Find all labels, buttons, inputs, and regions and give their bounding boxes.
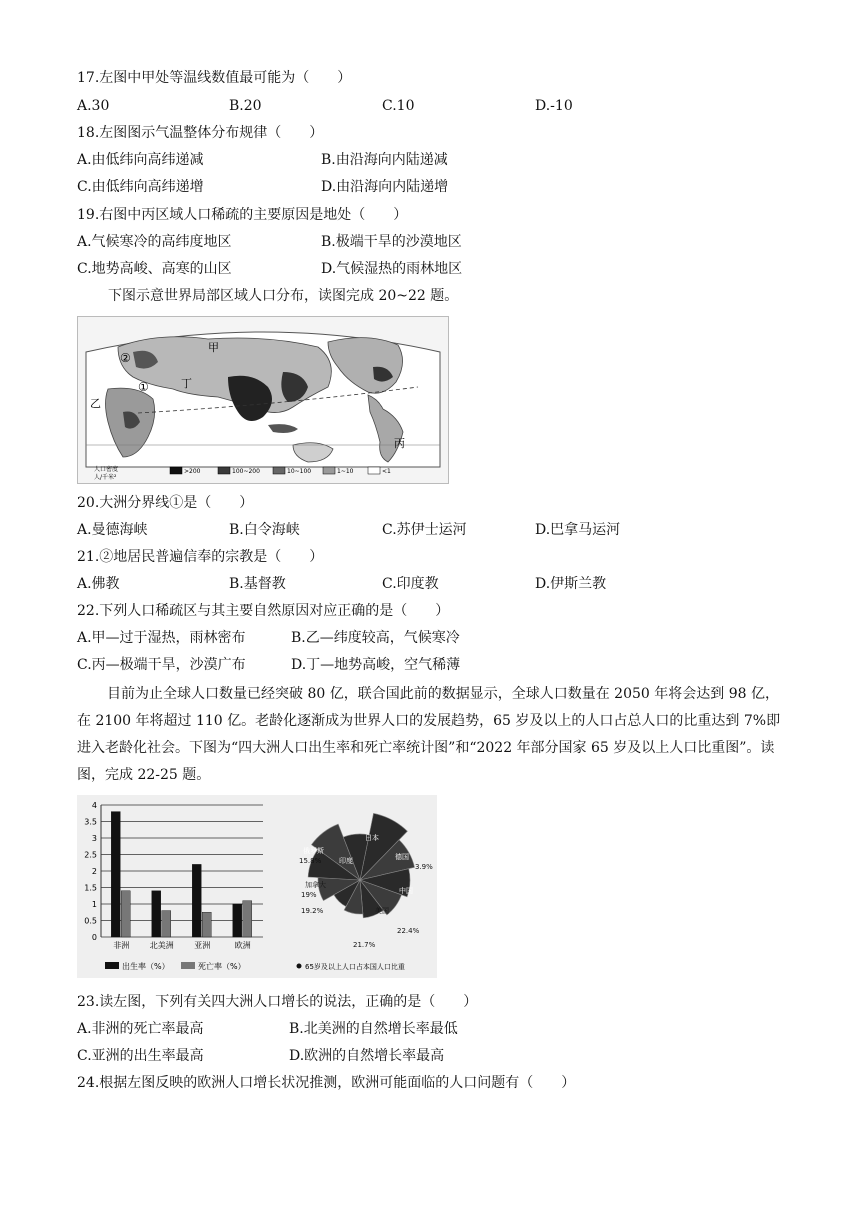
bar-birth-1 [152, 891, 161, 937]
intro-map: 下图示意世界局部区域人口分布，读图完成 20~22 题。 [108, 288, 459, 304]
q18-option-c: C.由低纬向高纬递增 [77, 179, 204, 195]
q18-option-b: B.由沿海向内陆递减 [321, 152, 448, 168]
bar-death-0 [121, 891, 130, 937]
map-label-jia: 甲 [208, 341, 219, 354]
map-label-bing: 丙 [394, 437, 405, 450]
q24-stem: 24.根据左图反映的欧洲人口增长状况推测，欧洲可能面临的人口问题有（ ） [77, 1075, 576, 1091]
q18-option-d: D.由沿海向内陆递增 [321, 179, 449, 195]
rose-label: 俄罗斯 [303, 847, 324, 855]
svg-text:>200: >200 [184, 468, 201, 475]
map-label-ding: 丁 [181, 377, 192, 390]
svg-text:人/千米²: 人/千米² [94, 474, 117, 481]
bar-y-tick: 1 [91, 900, 97, 909]
bar-x-label: 欧洲 [234, 941, 251, 950]
rose-caption: 65岁及以上人口占本国人口比重 [305, 963, 405, 971]
rose-label: 中国 [399, 887, 413, 895]
bar-y-tick: 4 [91, 801, 97, 810]
rose-value: 15.8% [299, 857, 322, 865]
bar-birth-0 [111, 812, 120, 937]
q22-option-b: B.乙—纬度较高，气候寒冷 [291, 630, 460, 646]
svg-text:100~200: 100~200 [232, 468, 260, 475]
q21-option-d: D.伊斯兰教 [535, 576, 607, 592]
map-label-1: ① [138, 380, 149, 394]
bar-legend-label: 死亡率（%） [198, 962, 246, 971]
svg-text:1~10: 1~10 [337, 468, 354, 475]
q19-option-d: D.气候湿热的雨林地区 [321, 261, 463, 277]
bar-y-tick: 0 [91, 933, 97, 942]
q22-stem: 22.下列人口稀疏区与其主要自然原因对应正确的是（ ） [77, 603, 450, 619]
bar-y-tick: 3.5 [84, 817, 97, 827]
rose-value: 21.7% [353, 941, 376, 949]
rose-value: 19% [301, 891, 317, 899]
bar-y-tick: 0.5 [84, 916, 97, 926]
q19-option-a: A.气候寒冷的高纬度地区 [77, 234, 232, 250]
rose-value: 3.9% [415, 863, 433, 871]
rose-label: 加拿大 [305, 881, 326, 889]
bar-y-tick: 3 [91, 834, 97, 843]
svg-text:10~100: 10~100 [287, 468, 312, 475]
rose-label: 德国 [395, 853, 409, 861]
population-map [77, 316, 449, 484]
q19-option-c: C.地势高峻、高寒的山区 [77, 261, 232, 277]
q20-option-a: A.曼德海峡 [77, 522, 148, 538]
bar-death-2 [202, 912, 211, 937]
q22-option-d: D.丁—地势高峻，空气稀薄 [291, 657, 461, 673]
rose-legend-dot [297, 964, 302, 969]
q17-stem: 17.左图中甲处等温线数值最可能为（ ） [77, 70, 352, 86]
svg-text:人口密度: 人口密度 [94, 466, 119, 473]
bar-legend-swatch [181, 962, 195, 969]
bar-death-1 [162, 911, 171, 937]
bar-y-tick: 2.5 [84, 850, 97, 860]
q21-option-b: B.基督教 [229, 576, 286, 592]
q21-option-c: C.印度教 [382, 576, 439, 592]
rose-value: 22.4% [397, 927, 420, 935]
q18-stem: 18.左图图示气温整体分布规律（ ） [77, 125, 324, 141]
q17-option-d: D.-10 [535, 98, 573, 114]
q17-option-a: A.30 [77, 98, 110, 114]
q23-option-c: C.亚洲的出生率最高 [77, 1048, 204, 1064]
q20-option-b: B.白令海峡 [229, 522, 300, 538]
q22-option-c: C.丙—极端干旱，沙漠广布 [77, 657, 246, 673]
bar-birth-3 [233, 904, 242, 937]
q23-option-d: D.欧洲的自然增长率最高 [289, 1048, 445, 1064]
q23-option-a: A.非洲的死亡率最高 [77, 1021, 204, 1037]
bar-birth-2 [192, 864, 201, 937]
q20-option-d: D.巴拿马运河 [535, 522, 621, 538]
rose-label: 日本 [365, 834, 379, 842]
bar-legend-swatch [105, 962, 119, 969]
q19-option-b: B.极端干旱的沙漠地区 [321, 234, 462, 250]
bar-x-label: 亚洲 [194, 941, 211, 950]
q23-option-b: B.北美洲的自然增长率最低 [289, 1021, 458, 1037]
q19-stem: 19.右图中丙区域人口稀疏的主要原因是地处（ ） [77, 207, 408, 223]
q21-stem: 21.②地居民普遍信奉的宗教是（ ） [77, 549, 324, 565]
q21-option-a: A.佛教 [77, 576, 120, 592]
bar-y-tick: 2 [91, 867, 97, 876]
svg-text:<1: <1 [382, 468, 391, 475]
q20-option-c: C.苏伊士运河 [382, 522, 467, 538]
population-charts [77, 795, 437, 978]
map-label-2: ② [120, 351, 131, 365]
q17-option-c: C.10 [382, 98, 415, 114]
rose-label: 美国 [375, 907, 389, 915]
bar-legend-label: 出生率（%） [122, 962, 170, 971]
intro-aging-paragraph: 目前为止全球人口数量已经突破 80 亿，联合国此前的数据显示，全球人口数量在 2050 年将会达到 98 亿，在 2100 年将超过 110 亿。老龄化逐渐成为世界人口的发展趋势，65 岁及以上的人口占总人口的比重达到 7%即进入老龄化社会。下图为“四大洲人口出生率和死亡率统计图”和“2022 年部分国家 65 岁及以上人口比重图”。读图，完成 22-25 题。 [77, 686, 781, 783]
q20-stem: 20.大洲分界线①是（ ） [77, 495, 254, 511]
q17-option-b: B.20 [229, 98, 262, 114]
bar-x-label: 北美洲 [149, 941, 174, 950]
rose-value: 19.2% [301, 907, 324, 915]
q23-stem: 23.读左图，下列有关四大洲人口增长的说法，正确的是（ ） [77, 994, 478, 1010]
rose-label: 印度 [339, 857, 353, 865]
q22-option-a: A.甲—过于湿热，雨林密布 [77, 630, 246, 646]
q18-option-a: A.由低纬向高纬递减 [77, 152, 204, 168]
bar-x-label: 非洲 [113, 941, 130, 950]
bar-death-3 [243, 901, 252, 937]
bar-y-tick: 1.5 [84, 883, 97, 893]
map-label-yi: 乙 [90, 397, 101, 410]
